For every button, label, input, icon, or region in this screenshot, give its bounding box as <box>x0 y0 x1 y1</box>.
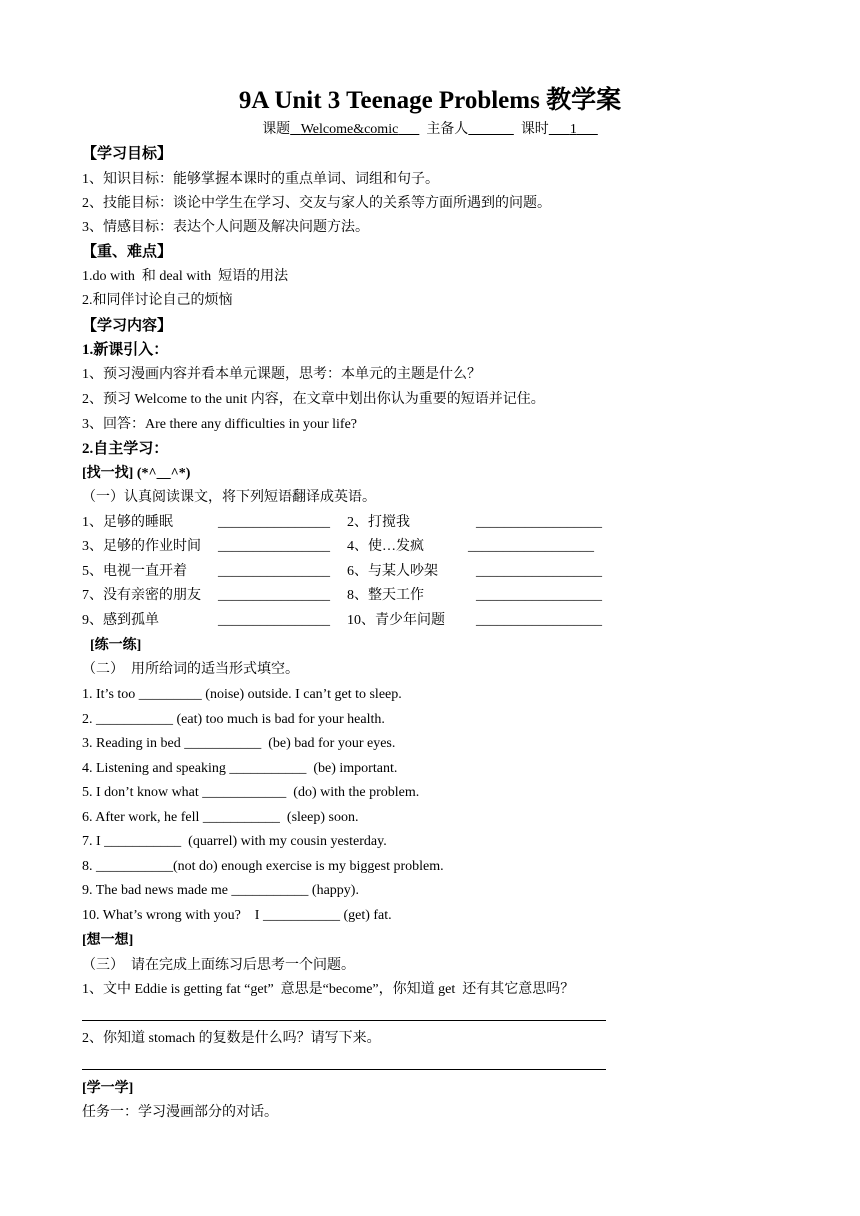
preparer-label: 主备人 <box>426 122 469 137</box>
think-question-2: 2、你知道 stomach 的复数是什么吗？请写下来。 <box>82 1031 381 1046</box>
phrase-blank-left: ________________ <box>218 613 330 628</box>
practice-item: 7. I ___________ (quarrel) with my cousin yesterday. <box>82 834 387 849</box>
phrase-cn-left: 7、没有亲密的朋友 <box>82 588 201 603</box>
answer-line <box>82 1020 606 1021</box>
find-heading: [找一找] (*^__^*) <box>82 466 191 481</box>
period-value: 1 <box>569 122 577 137</box>
practice-item: 4. Listening and speaking ___________ (be) important. <box>82 761 398 776</box>
phrase-cn-left: 9、感到孤单 <box>82 613 159 628</box>
think-heading: [想一想] <box>82 933 134 948</box>
learn-task-1: 任务一：学习漫画部分的对话。 <box>82 1105 278 1120</box>
objective-item: 3、情感目标：表达个人问题及解决问题方法。 <box>82 220 369 235</box>
objectives-heading: 【学习目标】 <box>82 146 173 162</box>
intro-item: 1、预习漫画内容并看本单元课题，思考：本单元的主题是什么？ <box>82 367 481 382</box>
objective-item: 2、技能目标：谈论中学生在学习、交友与家人的关系等方面所遇到的问题。 <box>82 196 551 211</box>
phrase-cn-right: 10、青少年问题 <box>347 613 445 628</box>
practice-item: 1. It’s too _________ (noise) outside. I can’t get to sleep. <box>82 687 402 702</box>
practice-heading: [练一练] <box>90 638 142 653</box>
practice-item: 10. What’s wrong with you? I ___________ (get) fat. <box>82 908 392 923</box>
objective-item: 1、知识目标：能够掌握本课时的重点单词、词组和句子。 <box>82 172 439 187</box>
think-instruction: （三） 请在完成上面练习后思考一个问题。 <box>82 958 355 973</box>
practice-item: 8. ___________(not do) enough exercise is my biggest problem. <box>82 859 444 874</box>
practice-instruction: （二） 用所给词的适当形式填空。 <box>82 662 299 677</box>
practice-item: 3. Reading in bed ___________ (be) bad for your eyes. <box>82 736 396 751</box>
intro-item: 2、预习 Welcome to the unit 内容，在文章中划出你认为重要的短语并记住。 <box>82 392 545 407</box>
self-study-heading: 2.自主学习： <box>82 441 169 457</box>
phrase-blank-left: ________________ <box>218 515 330 530</box>
phrase-cn-right: 2、打搅我 <box>347 515 410 530</box>
think-question-1: 1、文中 Eddie is getting fat “get” 意思是“become”，你知道 get 还有其它意思吗？ <box>82 982 575 997</box>
practice-item: 9. The bad news made me ___________ (happy). <box>82 883 359 898</box>
page-title: 9A Unit 3 Teenage Problems 教学案 <box>238 87 622 114</box>
content-heading: 【学习内容】 <box>82 318 173 334</box>
lesson-meta-line <box>0 121 860 139</box>
topic-label: 课题 <box>262 122 291 137</box>
phrase-cn-right: 6、与某人吵架 <box>347 564 438 579</box>
phrase-blank-left: ________________ <box>218 588 330 603</box>
key-points-heading: 【重、难点】 <box>82 244 173 260</box>
key-point-item: 1.do with 和 deal with 短语的用法 <box>82 269 289 284</box>
period-value-field <box>549 122 598 137</box>
topic-value-field <box>290 122 419 137</box>
key-point-item: 2.和同伴讨论自己的烦恼 <box>82 293 233 308</box>
learn-heading: [学一学] <box>82 1081 134 1096</box>
intro-heading: 1.新课引入： <box>82 342 169 358</box>
intro-item: 3、回答：Are there any difficulties in your life? <box>82 417 357 432</box>
phrase-cn-left: 3、足够的作业时间 <box>82 539 201 554</box>
practice-item: 6. After work, he fell ___________ (sleep) soon. <box>82 810 359 825</box>
phrase-blank-right: __________________ <box>476 613 602 628</box>
practice-item: 2. ___________ (eat) too much is bad for your health. <box>82 712 385 727</box>
phrase-blank-left: ________________ <box>218 564 330 579</box>
find-instruction: （一）认真阅读课文，将下列短语翻译成英语。 <box>82 490 376 505</box>
phrase-cn-left: 1、足够的睡眠 <box>82 515 173 530</box>
phrase-blank-right: __________________ <box>468 539 594 554</box>
topic-value: Welcome&comic <box>300 122 399 137</box>
phrase-blank-right: __________________ <box>476 564 602 579</box>
phrase-cn-left: 5、电视一直开着 <box>82 564 187 579</box>
period-label: 课时 <box>520 122 549 137</box>
practice-item: 5. I don’t know what ____________ (do) with the problem. <box>82 785 420 800</box>
phrase-cn-right: 4、使…发疯 <box>347 539 424 554</box>
phrase-blank-left: ________________ <box>218 539 330 554</box>
answer-line <box>82 1069 606 1070</box>
phrase-blank-right: __________________ <box>476 588 602 603</box>
phrase-blank-right: __________________ <box>476 515 602 530</box>
preparer-value-field <box>468 122 514 137</box>
phrase-cn-right: 8、整天工作 <box>347 588 424 603</box>
